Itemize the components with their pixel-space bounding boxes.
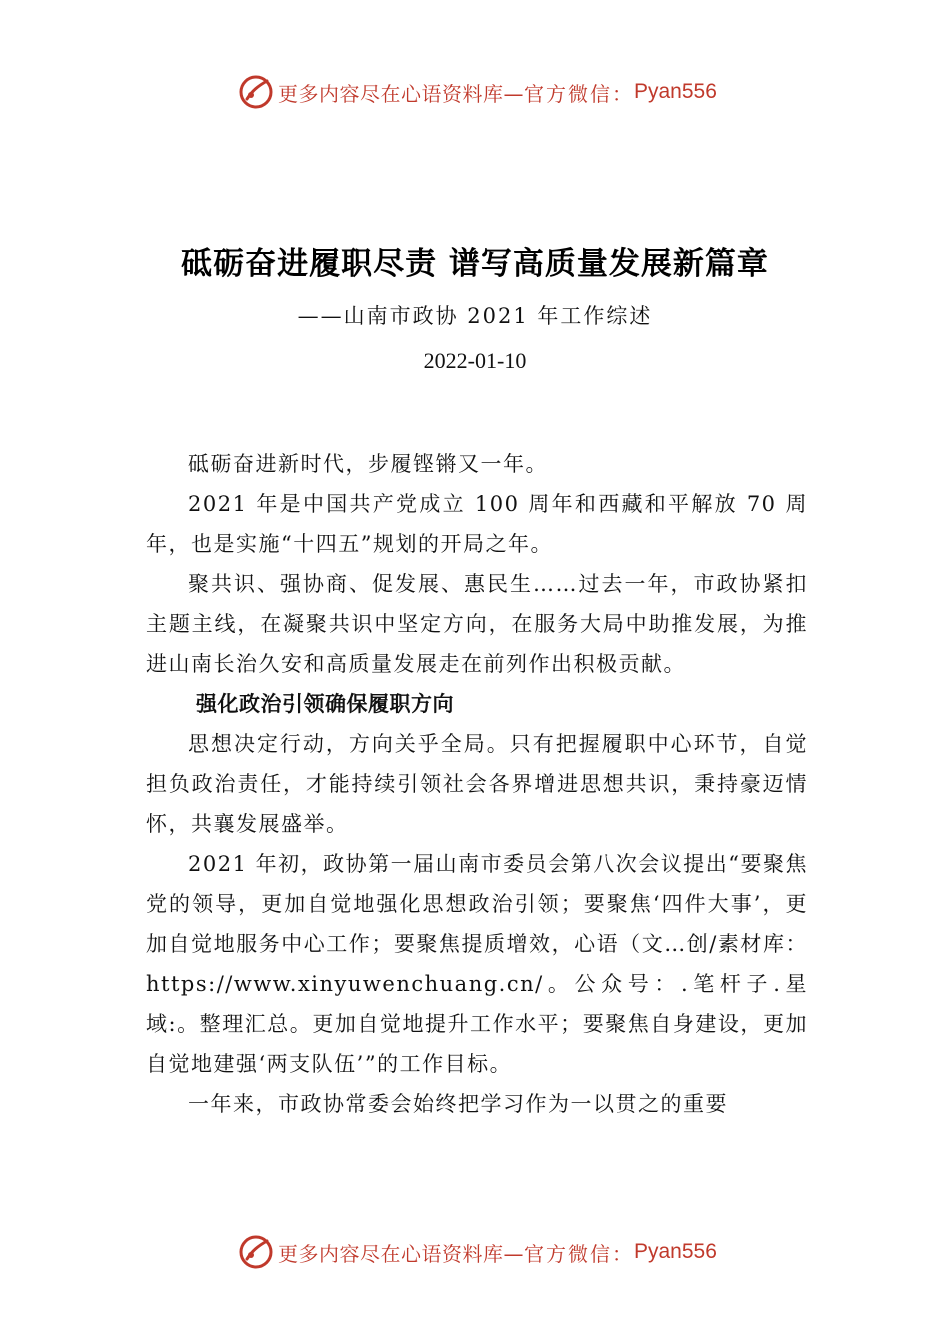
paragraph: 思想决定行动，方向关乎全局。只有把握履职中心环节，自觉担负政治责任，才能持续引领社会各界增进思想共识，秉持豪迈情怀，共襄发展盛举。 — [146, 732, 808, 836]
section-heading: 强化政治引领确保履职方向 — [196, 692, 454, 716]
document-date: 2022-01-10 — [423, 348, 527, 373]
brush-logo-icon — [238, 1234, 274, 1270]
document-title: 砥砺奋进履职尽责 谱写高质量发展新篇章 — [181, 246, 769, 282]
watermark-text: 更多内容尽在心语资料库— — [278, 81, 524, 106]
watermark-wechat-id: Pyan556 — [634, 1240, 717, 1263]
paragraph: 聚共识、强协商、促发展、惠民生……过去一年，市政协紧扣主题主线，在凝聚共识中坚定方向，在服务大局中助推发展，为推进山南长治久安和高质量发展走在前列作出积极贡献。 — [146, 572, 808, 676]
document-body — [146, 444, 808, 1124]
paragraph: 一年来，市政协常委会始终把学习作为一以贯之的重要 — [188, 1092, 728, 1116]
paragraph: 砥砺奋进新时代，步履铿锵又一年。 — [188, 452, 548, 476]
paragraph: 2021 年初，政协第一届山南市委员会第八次会议提出“要聚焦党的领导，更加自觉地强化思想政治引领；要聚焦‘四件大事’，更加自觉地服务中心工作；要聚焦提质增效，心语（文…创/素材库：https://www.xinyuwenchuang.cn/。公众号：.笔杆子.星域:。整理汇总。更加自觉地提升工作水平；要聚焦自身建设，更加自觉地建强‘两支队伍’”的工作目标。 — [146, 852, 808, 1076]
watermark-wechat-label: 官方微信： — [524, 81, 634, 106]
watermark-wechat-label: 官方微信： — [524, 1241, 634, 1266]
watermark-text: 更多内容尽在心语资料库— — [278, 1241, 524, 1266]
header-watermark — [238, 72, 717, 112]
document-subtitle: ——山南市政协 2021 年工作综述 — [297, 304, 653, 328]
watermark-wechat-id: Pyan556 — [634, 80, 717, 103]
brush-logo-icon — [238, 74, 274, 110]
paragraph: 2021 年是中国共产党成立 100 周年和西藏和平解放 70 周年，也是实施“十四五”规划的开局之年。 — [146, 492, 808, 556]
footer-watermark — [238, 1232, 717, 1272]
